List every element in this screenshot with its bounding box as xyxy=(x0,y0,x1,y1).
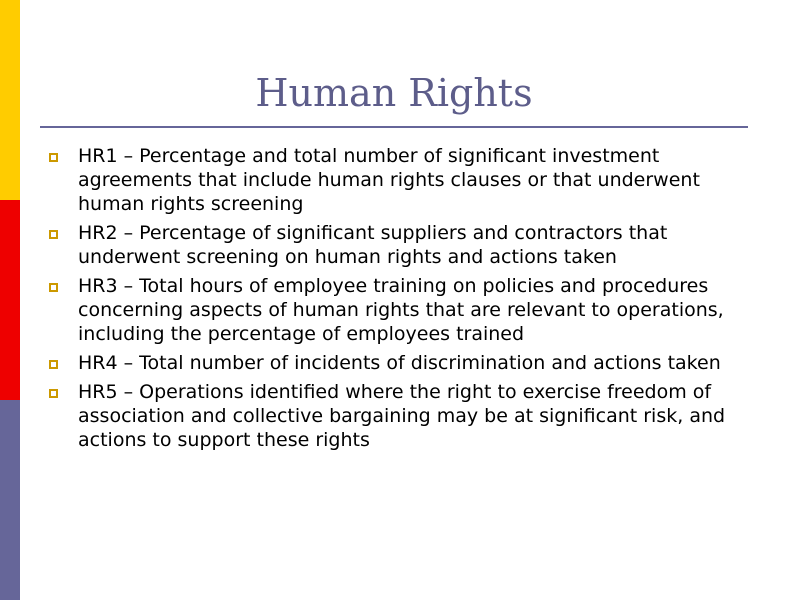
bullet-item-hr3 xyxy=(48,274,748,346)
bullet-list xyxy=(48,144,748,457)
bullet-text: HR1 – Percentage and total number of significant investment agreements that include human rights clauses or that underwent human rights screening xyxy=(78,145,700,215)
square-bullet-icon xyxy=(49,283,58,292)
bullet-text: HR4 – Total number of incidents of discrimination and actions taken xyxy=(78,352,721,374)
bullet-text: HR5 – Operations identified where the right to exercise freedom of association and collective bargaining may be at significant risk, and actions to support these rights xyxy=(78,381,726,451)
square-bullet-icon xyxy=(49,230,58,239)
square-bullet-icon xyxy=(49,153,58,162)
side-bar-purple xyxy=(0,400,20,600)
bullet-item-hr4 xyxy=(48,351,748,375)
slide-title: Human Rights xyxy=(255,71,533,115)
bullet-text: HR2 – Percentage of significant suppliers and contractors that underwent screening on human rights and actions taken xyxy=(78,222,668,268)
title-divider xyxy=(40,126,748,128)
bullet-item-hr5 xyxy=(48,380,748,452)
bullet-item-hr1 xyxy=(48,144,748,216)
square-bullet-icon xyxy=(49,389,58,398)
square-bullet-icon xyxy=(49,360,58,369)
side-bar-yellow xyxy=(0,0,20,200)
side-bar-red xyxy=(0,200,20,400)
bullet-text: HR3 – Total hours of employee training on policies and procedures concerning aspects of human rights that are relevant to operations, including the percentage of employees trained xyxy=(78,275,724,345)
bullet-item-hr2 xyxy=(48,221,748,269)
